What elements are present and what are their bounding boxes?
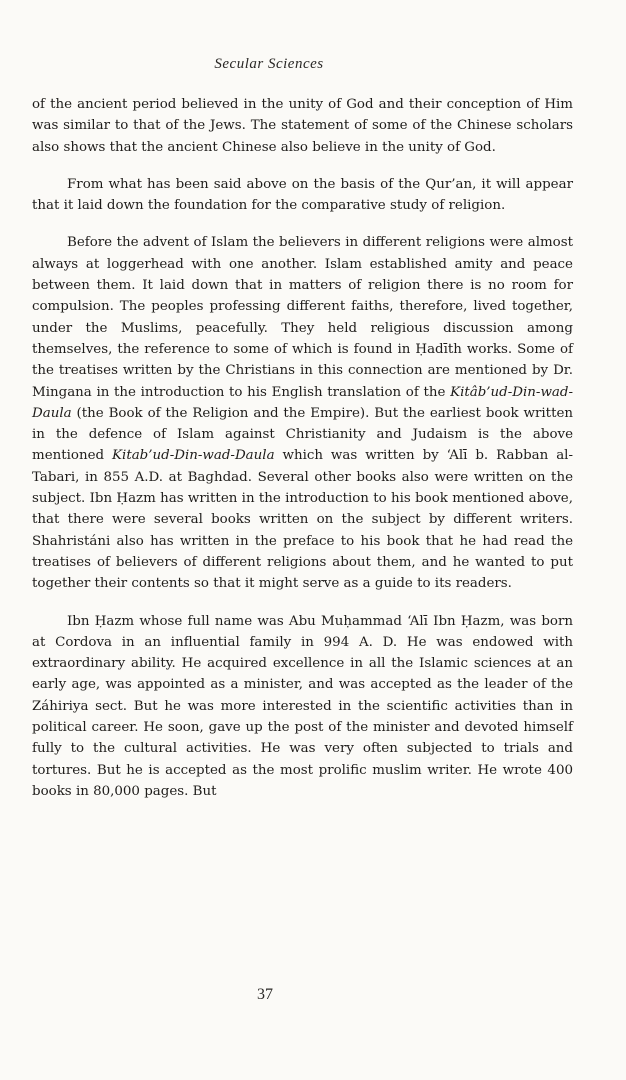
paragraph-2: From what has been said above on the basis of the Qur’an, it will appear that it laid down the foundation for the comparative study of religion.: [32, 176, 573, 214]
running-head: Secular Sciences: [214, 56, 324, 72]
paragraph-3-text-b: (the Book of the Religion and the Empire). But the earliest book written in the defence of Islam against Christianity and Judaism is the above mentioned: [32, 405, 573, 464]
book-title-kitab-ud-din-wad-daula-2: Kitab’ud-Din-wad-Daula: [112, 448, 275, 464]
paragraph-3: [32, 232, 573, 594]
paragraph-3-text-a: Before the advent of Islam the believers in different religions were almost always at loggerhead with one another. Islam established amity and peace between them. It laid down that in matters of religion there is no room for compulsion. The peoples professing different faiths, therefore, lived together, under the Muslims, peacefully. They held religious discussion among themselves, the reference to some of which is found in Ḥadīth works. Some of the treatises written by the Christians in this connection are mentioned by Dr. Mingana in the introduction to his English translation of the: [32, 235, 573, 400]
body-text: [32, 94, 573, 818]
paragraph-3-text-c: which was written by ‘Alī b. Rabban al-Tabari, in 855 A.D. at Baghdad. Several other books also were written on the subject. Ibn Ḥazm has written in the introduction to his book mentioned above, that there were several books written on the subject by different writers. Shahristáni also has written in the preface to his book that he had read the treatises of believers of different religions about them, and he wanted to put together their contents so that it might serve as a guide to its readers.: [32, 448, 573, 592]
paragraph-1: of the ancient period believed in the unity of God and their conception of Him was similar to that of the Jews. The statement of some of the Chinese scholars also shows that the ancient Chinese also believe in the unity of God.: [32, 97, 573, 155]
page-number: 37: [257, 986, 273, 1003]
paragraph-4: Ibn Ḥazm whose full name was Abu Muḥammad ‘Alī Ibn Ḥazm, was born at Cordova in an influential family in 994 A. D. He was endowed with extraordinary ability. He acquired excellence in all the Islamic sciences at an early age, was appointed as a minister, and was accepted as the leader of the Záhiriya sect. But he was more interested in the scientific activities than in political career. He soon, gave up the post of the minister and devoted himself fully to the cultural activities. He was very often subjected to trials and tortures. But he is accepted as the most prolific muslim writer. He wrote 400 books in 80,000 pages. But: [32, 613, 573, 799]
book-title-kitab-ud-din-wad-daula: Kitâb’ud-Din-wad-Daula: [32, 384, 573, 421]
